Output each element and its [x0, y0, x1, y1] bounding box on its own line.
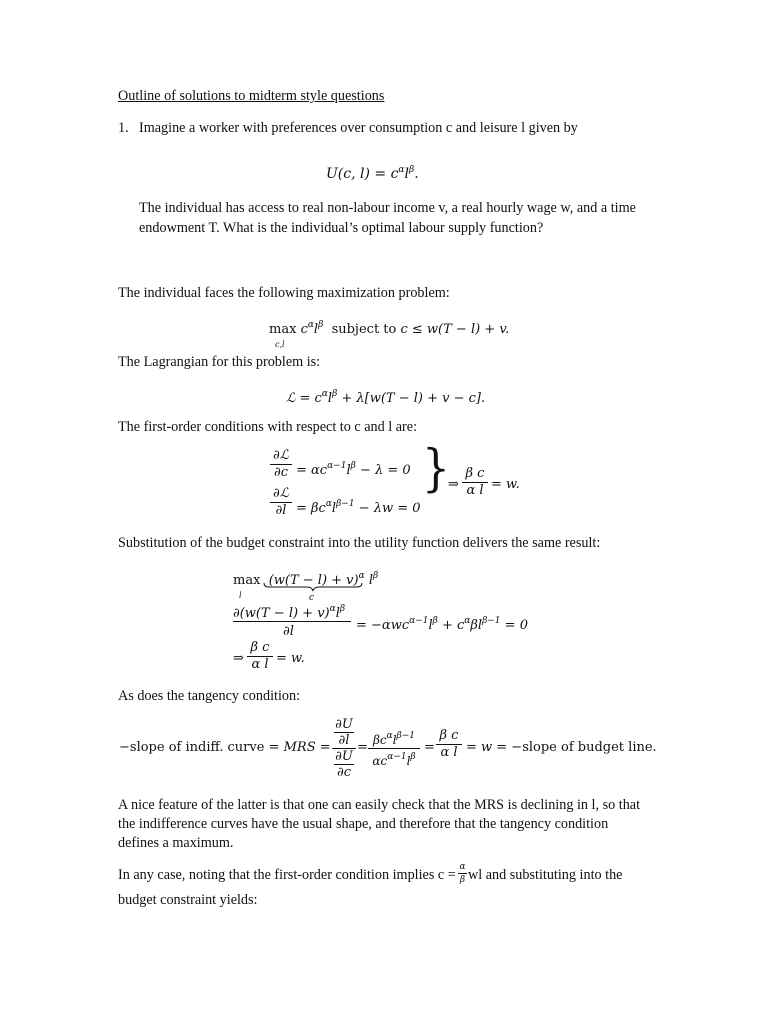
derivative-denominator: ∂l [283, 624, 294, 639]
document-title: Outline of solutions to midterm style questions [118, 88, 385, 104]
lagrangian-equation: ℒ = $c^\alpha l^\beta + \lambda[w(T - l) + v - c]$. [286, 389, 486, 406]
solution-paragraph-6-line2: the indifference curves have the usual shape, and therefore that the tangency condition [118, 816, 609, 832]
foc1-fraction: ∂ℒ ∂c [270, 449, 292, 480]
question-number: 1. [118, 120, 129, 136]
substitution-max: max l $(w(T - l) + v)^\alpha$ $l^\beta$ [233, 571, 379, 600]
derivative-rhs: = $-\alpha wc^{\alpha-1}l^\beta + c^\alpha\beta l^{\beta-1} = 0$ [356, 616, 528, 633]
question-text-line2: The individual has access to real non-labour income v, a real hourly wage w, and a time [139, 200, 636, 216]
alpha-over-beta-fraction: α β [459, 862, 466, 885]
utility-function: U(c, $l) = c^\alpha l^\beta$. [326, 165, 419, 182]
substitution-result-rhs: = w. [276, 651, 305, 666]
solution-paragraph-7-part2: wl and substituting into the [468, 867, 623, 883]
equals-2: = [424, 740, 435, 755]
solution-paragraph-2: The Lagrangian for this problem is: [118, 354, 321, 370]
foc2-fraction: ∂ℒ ∂l [270, 487, 292, 518]
solution-paragraph-1: The individual faces the following maximization problem: [118, 285, 450, 301]
solution-paragraph-6-line3: defines a maximum. [118, 835, 234, 851]
solution-paragraph-7-part1: In any case, noting that the first-order condition implies c = [118, 867, 456, 883]
mrs-compound-fraction: ∂U ∂l ∂U ∂c [332, 718, 356, 779]
result-rhs: = w. [491, 477, 520, 492]
solution-paragraph-6-line1: A nice feature of the latter is that one can easily check that the MRS is declining in l, so that [118, 797, 641, 813]
equals-1: = [357, 740, 368, 755]
foc2-rhs: = $\beta c^\alpha l^{\beta-1} - \lambda w = 0$ [296, 499, 421, 516]
foc1-rhs: = $\alpha c^{\alpha-1}l^\beta - \lambda = 0$ [296, 461, 411, 478]
mrs-result-fraction: β c α l [436, 729, 462, 760]
result-fraction: β c α l [462, 467, 488, 498]
solution-paragraph-3: The first-order conditions with respect to c and l are: [118, 419, 418, 435]
solution-paragraph-5: As does the tangency condition: [118, 688, 301, 704]
question-text-line1: Imagine a worker with preferences over consumption c and leisure l given by [139, 120, 578, 136]
question-text-line3: endowment T. What is the individual’s optimal labour supply function? [139, 220, 544, 236]
substitution-result-fraction: β c α l [247, 641, 273, 672]
max-problem: max c,l $c^\alpha l^\beta$ subject to c ≤ w(T − l) + v. [269, 320, 510, 349]
derivative-numerator: $\partial(w(T - l) + v)^\alpha l^\beta$ [233, 604, 346, 621]
substitution-implies: ⇒ [233, 651, 244, 666]
solution-paragraph-7-line2: budget constraint yields: [118, 892, 258, 908]
derivative-fraction-bar [233, 621, 351, 622]
underbrace-label: c [309, 593, 315, 603]
right-brace: } [422, 439, 450, 498]
implies-arrow: ⇒ [448, 477, 459, 492]
solution-paragraph-4: Substitution of the budget constraint into the utility function delivers the same result: [118, 535, 601, 551]
tangency-lhs: −slope of indiff. curve = MRS = [119, 740, 331, 755]
mrs-middle-fraction: $\beta c^\alpha l^{\beta-1}$ $\alpha c^{\alpha-1}l^\beta$ [368, 729, 420, 768]
tangency-rhs: = w = −slope of budget line. [466, 740, 657, 755]
